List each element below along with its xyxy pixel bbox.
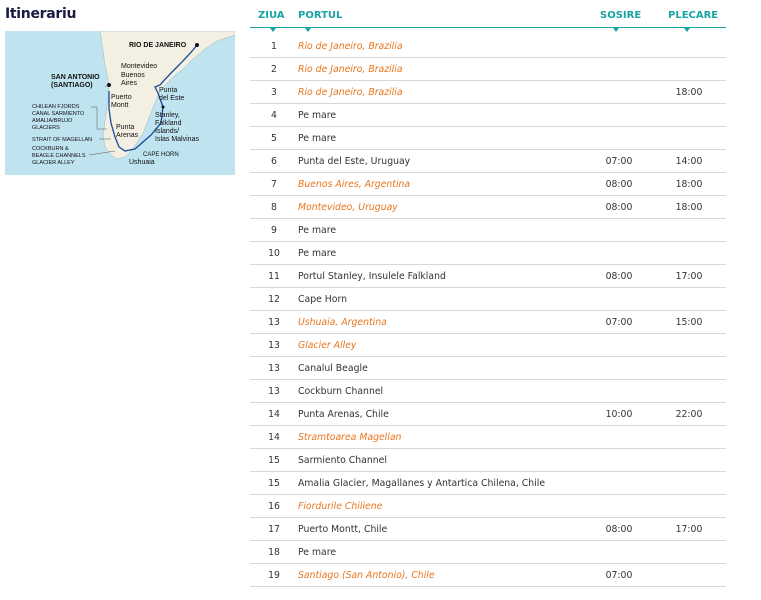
map-label-buenos-1: Buenos: [121, 72, 145, 79]
row-port: Canalul Beagle: [298, 363, 368, 374]
row-port: Pe mare: [298, 133, 337, 144]
row-port[interactable]: Stramtoarea Magellan: [298, 432, 402, 443]
table-row: [250, 219, 726, 242]
map-label-cockburn-3: GLACIER ALLEY: [32, 160, 75, 166]
row-day: 12: [268, 294, 280, 305]
row-port[interactable]: Montevideo, Uruguay: [298, 202, 398, 213]
row-day: 1: [271, 41, 277, 52]
table-row: [250, 564, 726, 587]
map-label-ushuaia: Ushuaia: [129, 159, 155, 166]
sort-arrival-icon[interactable]: [613, 28, 619, 32]
row-port: Cape Horn: [298, 294, 347, 305]
table-row: [250, 380, 726, 403]
row-day: 13: [268, 386, 280, 397]
map-label-pde-2: del Este: [159, 95, 185, 102]
row-day: 11: [268, 271, 280, 282]
row-day: 14: [268, 409, 280, 420]
table-row: [250, 196, 726, 219]
row-port[interactable]: Rio de Janeiro, Brazilia: [298, 64, 403, 75]
table-row: [250, 541, 726, 564]
row-port: Pe mare: [298, 225, 337, 236]
row-port[interactable]: Rio de Janeiro, Brazilia: [298, 87, 403, 98]
map-label-magellan: STRAIT OF MAGELLAN: [32, 137, 93, 143]
row-day: 6: [271, 156, 277, 167]
table-row: [250, 334, 726, 357]
row-day: 3: [271, 87, 277, 98]
sort-departure-icon[interactable]: [684, 28, 690, 32]
row-departure: 18:00: [675, 87, 703, 98]
row-day: 13: [268, 317, 280, 328]
row-port: Punta Arenas, Chile: [298, 409, 389, 420]
header-arrival[interactable]: SOSIRE: [600, 10, 642, 21]
map-label-buenos-2: Aires: [121, 80, 137, 87]
table-body: [250, 35, 726, 587]
row-arrival: 08:00: [605, 202, 633, 213]
table-row: [250, 357, 726, 380]
row-arrival: 07:00: [605, 317, 633, 328]
map-label-stanley-1: Stanley,: [155, 112, 180, 119]
row-port: Pe mare: [298, 547, 337, 558]
page-title: Itinerariu: [5, 6, 77, 22]
row-port: Puerto Montt, Chile: [298, 524, 388, 535]
row-arrival: 07:00: [605, 570, 633, 581]
row-day: 14: [268, 432, 280, 443]
table-row: [250, 472, 726, 495]
table-row: [250, 311, 726, 334]
table-row: [250, 288, 726, 311]
row-day: 18: [268, 547, 280, 558]
table-row: [250, 81, 726, 104]
row-port: Punta del Este, Uruguay: [298, 156, 411, 167]
row-day: 13: [268, 340, 280, 351]
table-row: [250, 58, 726, 81]
row-port: Pe mare: [298, 248, 337, 259]
map-label-stanley-2: Falkland: [155, 120, 182, 127]
stanley-dot: [162, 106, 165, 109]
row-port[interactable]: Fiordurile Chiliene: [298, 501, 383, 512]
row-port[interactable]: Ushuaia, Argentina: [298, 317, 387, 328]
map-label-santiago-2: (SANTIAGO): [51, 82, 93, 89]
row-arrival: 10:00: [605, 409, 633, 420]
row-port: Amalia Glacier, Magallanes y Antartica Chilena, Chile: [298, 478, 546, 489]
table-row: [250, 518, 726, 541]
table-row: [250, 495, 726, 518]
itinerary-table: [250, 10, 726, 587]
sort-indicators: [250, 28, 726, 35]
row-departure: 18:00: [675, 179, 703, 190]
row-port: Sarmiento Channel: [298, 455, 387, 466]
map-label-pa-1: Punta: [116, 124, 135, 131]
map-label-montevideo: Montevideo: [121, 63, 158, 70]
row-port: Portul Stanley, Insulele Falkland: [298, 271, 446, 282]
map-label-fjords-4: GLACIERS: [32, 125, 60, 131]
row-day: 4: [271, 110, 277, 121]
row-arrival: 08:00: [605, 271, 633, 282]
row-day: 9: [271, 225, 277, 236]
table-row: [250, 127, 726, 150]
map-label-cape-horn: CAPE HORN: [143, 152, 179, 158]
row-day: 7: [271, 179, 277, 190]
map-label-cockburn-2: BEAGLE CHANNELS: [32, 153, 86, 159]
row-day: 15: [268, 455, 280, 466]
header-port[interactable]: PORTUL: [298, 10, 343, 21]
table-row: [250, 104, 726, 127]
row-day: 17: [268, 524, 280, 535]
sort-day-icon[interactable]: [270, 28, 276, 32]
map-label-stanley-3: Islands/: [155, 128, 180, 135]
map-label-fjords-3: AMALIA/BRUJO: [32, 118, 73, 124]
row-port[interactable]: Buenos Aires, Argentina: [298, 179, 411, 190]
map-label-puerto-1: Puerto: [111, 94, 132, 101]
header-day[interactable]: ZIUA: [258, 10, 285, 21]
map-label-fjords-1: CHILEAN FJORDS: [32, 104, 80, 110]
row-day: 5: [271, 133, 277, 144]
row-port: Pe mare: [298, 110, 337, 121]
map-label-rio: RIO DE JANEIRO: [129, 42, 187, 49]
row-arrival: 07:00: [605, 156, 633, 167]
row-arrival: 08:00: [605, 524, 633, 535]
row-port[interactable]: Glacier Alley: [298, 340, 357, 351]
table-row: [250, 403, 726, 426]
map-label-pde-1: Punta: [159, 87, 178, 94]
table-row: [250, 173, 726, 196]
table-row: [250, 265, 726, 288]
map-label-cockburn-1: COCKBURN &: [32, 146, 69, 152]
row-departure: 17:00: [675, 271, 703, 282]
sort-port-icon[interactable]: [305, 28, 311, 32]
row-day: 10: [268, 248, 280, 259]
row-port: Cockburn Channel: [298, 386, 384, 397]
row-departure: 22:00: [675, 409, 703, 420]
row-departure: 17:00: [675, 524, 703, 535]
row-port[interactable]: Santiago (San Antonio), Chile: [298, 570, 435, 581]
map-label-santiago-1: SAN ANTONIO: [51, 74, 100, 81]
table-row: [250, 35, 726, 58]
table-row: [250, 449, 726, 472]
map-label-pa-2: Arenas: [116, 132, 139, 139]
row-departure: 15:00: [675, 317, 703, 328]
row-day: 13: [268, 363, 280, 374]
map-graphic: [5, 31, 235, 175]
row-departure: 18:00: [675, 202, 703, 213]
row-day: 19: [268, 570, 280, 581]
row-departure: 14:00: [675, 156, 703, 167]
table-row: [250, 242, 726, 265]
row-day: 15: [268, 478, 280, 489]
header-departure[interactable]: PLECARE: [668, 10, 719, 21]
table-row: [250, 150, 726, 173]
row-arrival: 08:00: [605, 179, 633, 190]
row-day: 2: [271, 64, 277, 75]
map-label-puerto-2: Montt: [111, 102, 129, 109]
map-label-stanley-4: Islas Malvinas: [155, 136, 199, 143]
table-header: [250, 10, 726, 26]
itinerary-map[interactable]: [5, 31, 235, 175]
row-day: 8: [271, 202, 277, 213]
map-label-fjords-2: CANAL SARMIENTO: [32, 111, 85, 117]
table-row: [250, 426, 726, 449]
row-port[interactable]: Rio de Janeiro, Brazilia: [298, 41, 403, 52]
rio-dot: [195, 43, 199, 47]
row-day: 16: [268, 501, 280, 512]
